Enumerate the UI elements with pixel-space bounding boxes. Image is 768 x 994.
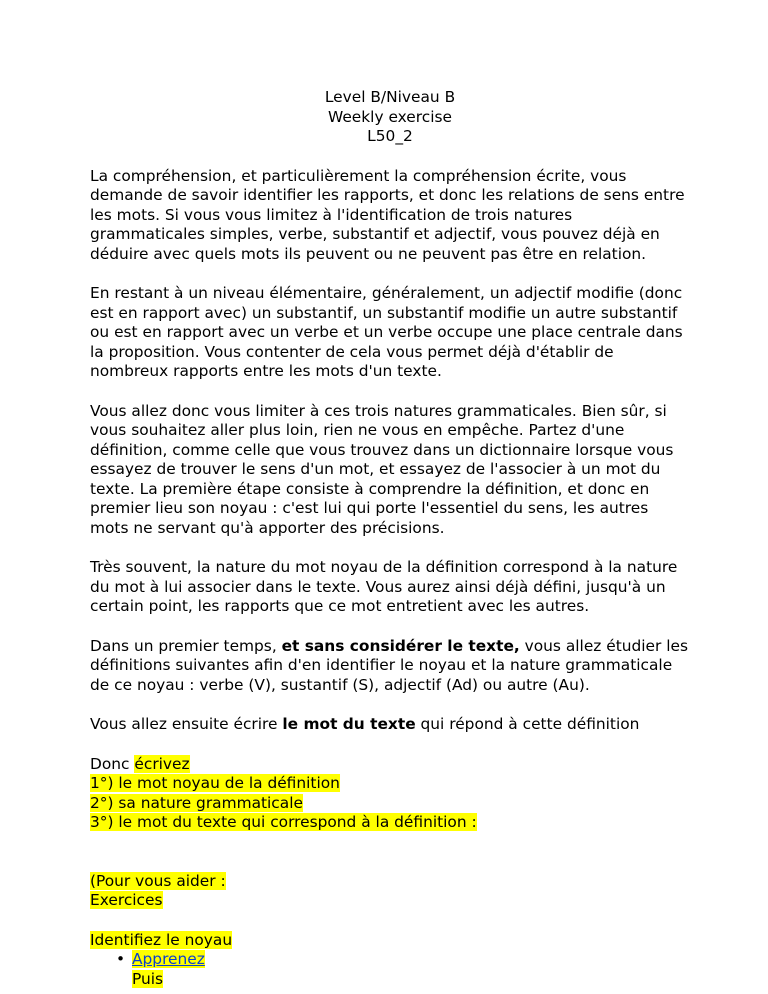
document-header xyxy=(90,88,690,147)
exercise-subtitle: Weekly exercise xyxy=(328,107,452,126)
instruction-steps xyxy=(90,755,690,833)
first-step-text-b: vous allez étudier les définitions suivantes afin d'en identifier le noyau et la nature grammaticale de ce noyau : verbe (V), sustantif (S), adjectif (Ad) ou autre (Au). xyxy=(90,636,689,694)
step-1-text: 1°) le mot noyau de la définition xyxy=(90,774,340,792)
first-step-text-a: Dans un premier temps, xyxy=(90,636,282,655)
step-1 xyxy=(90,774,690,794)
help-line-1-text: (Pour vous aider : xyxy=(90,871,226,890)
steps-intro xyxy=(90,755,690,775)
help-line-2-text: Exercices xyxy=(90,891,163,909)
identify-section xyxy=(90,931,690,990)
identify-title-text: Identifiez le noyau xyxy=(90,930,233,949)
paragraph-intro: La compréhension, et particulièrement la compréhension écrite, vous demande de savoir identifier les rapports, et donc les relations de sens entre les mots. Si vous vous limitez à l'identification de trois natures grammaticales simples, verbe, substantif et adjectif, vous pouvez déjà en déduire avec quels mots ils peuvent ou ne peuvent pas être en relation. xyxy=(90,166,685,263)
step-2-text: 2°) sa nature grammaticale xyxy=(90,793,303,812)
paragraph-method: Vous allez donc vous limiter à ces trois natures grammaticales. Bien sûr, si vous souhaitez aller plus loin, rien ne vous en empêche. Partez d'une définition, comme celle que vous trouvez dans un dictionnaire lorsque vous essayez de trouver le sens d'un mot, et essayez de l'associer à un mot du texte. La première étape consiste à comprendre la définition, et donc en premier lieu son noyau : c'est lui qui porte l'essentiel du sens, les autres mots ne servant qu'à apporter des précisions. xyxy=(90,401,674,537)
help-line-2 xyxy=(90,891,690,911)
document-page xyxy=(90,88,690,989)
then-text-b: qui répond à cette définition xyxy=(415,715,640,733)
puis-text: Puis xyxy=(132,969,164,988)
help-note xyxy=(90,872,690,911)
identify-title xyxy=(90,931,690,951)
apprenez-link[interactable]: Apprenez xyxy=(132,950,205,968)
bullet-link-line xyxy=(132,950,690,970)
paragraph-then xyxy=(90,715,690,735)
paragraph-nature: Très souvent, la nature du mot noyau de la définition correspond à la nature du mot à lui associer dans le texte. Vous aurez ainsi déjà défini, jusqu'à un certain point, les rapports que ce mot entretient avec les autres. xyxy=(90,558,678,615)
bullet-next-line xyxy=(132,970,690,990)
bullet-icon: • xyxy=(116,950,126,968)
paragraph-first-step xyxy=(90,637,690,696)
level-title: Level B/Niveau B xyxy=(324,88,456,106)
then-text-a: Vous allez ensuite écrire xyxy=(90,715,283,733)
exercise-code: L50_2 xyxy=(367,127,413,145)
first-step-bold: et sans considérer le texte, xyxy=(281,636,520,655)
steps-intro-plain: Donc xyxy=(90,754,135,773)
list-item xyxy=(90,950,690,989)
step-3-text: 3°) le mot du texte qui correspond à la définition : xyxy=(90,813,477,831)
step-2 xyxy=(90,794,690,814)
steps-intro-highlight: écrivez xyxy=(134,754,190,773)
paragraph-relations: En restant à un niveau élémentaire, généralement, un adjectif modifie (donc est en rapport avec) un substantif, un substantif modifie un autre substantif ou est en rapport avec un verbe et un verbe occupe une place centrale dans la proposition. Vous contenter de cela vous permet déjà d'établir de nombreux rapports entre les mots d'un texte. xyxy=(90,284,683,380)
then-bold: le mot du texte xyxy=(282,715,416,733)
identify-list xyxy=(90,950,690,989)
step-3 xyxy=(90,813,690,833)
help-line-1 xyxy=(90,872,690,892)
